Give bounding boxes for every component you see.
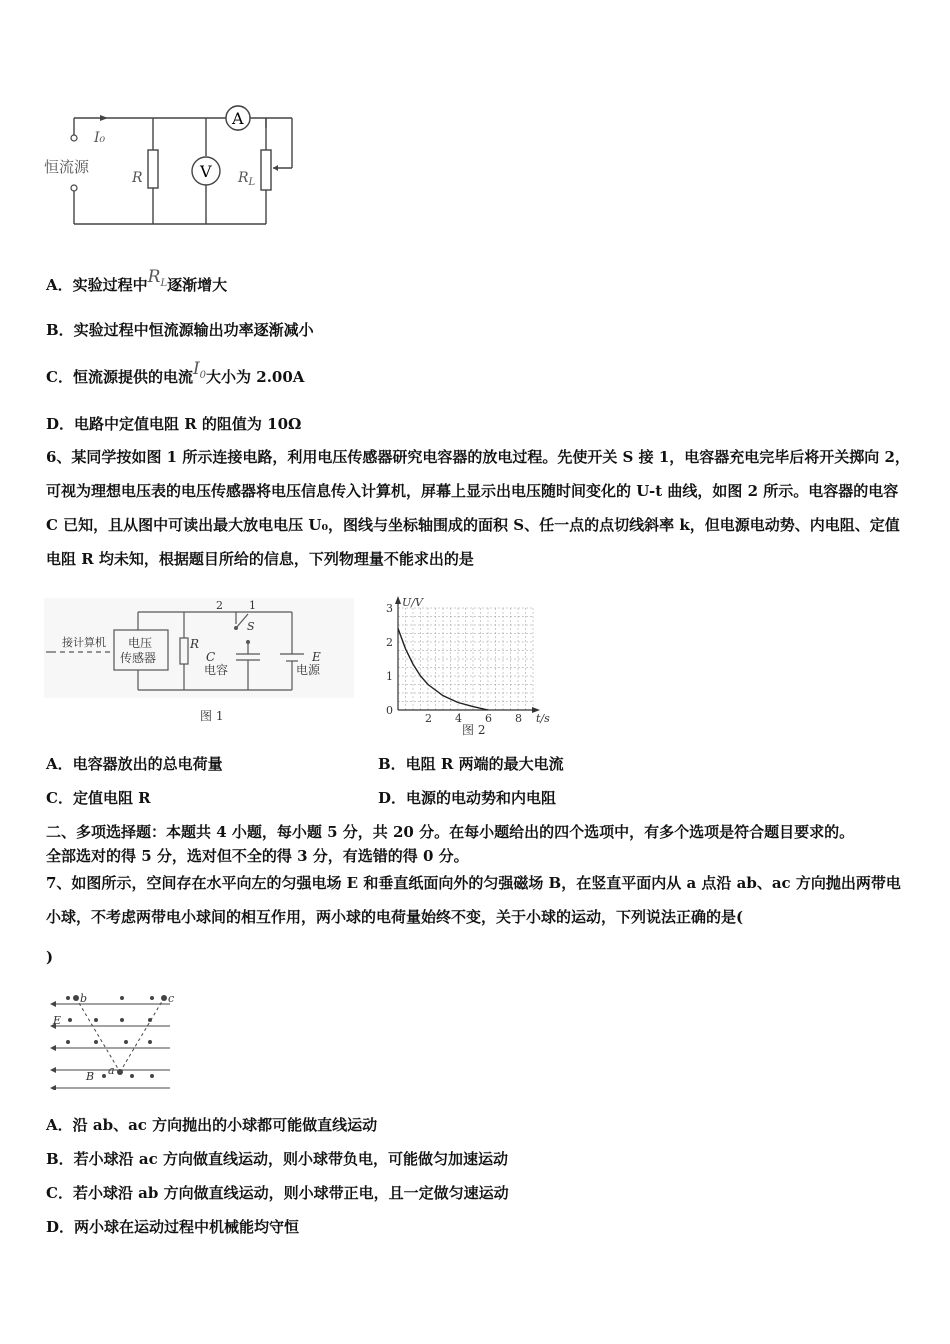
- fig1-r-label: R: [190, 637, 200, 651]
- figure-1-circuit: [44, 598, 354, 728]
- switch-pos-2: 2: [216, 599, 223, 612]
- point-a-label: a: [108, 1064, 115, 1077]
- sensor-label-1: 电压: [128, 636, 153, 650]
- computer-label: 接计算机: [62, 636, 106, 649]
- y-tick-label: 2: [386, 636, 393, 649]
- source-label: 电源: [296, 663, 321, 677]
- q5-option-b: B．实验过程中恒流源输出功率逐渐减小: [46, 321, 314, 339]
- i0-sub: 0: [199, 370, 207, 381]
- circuit-figure-q5: [40, 98, 310, 233]
- current-label: I₀: [94, 130, 106, 146]
- ammeter-label: A: [232, 109, 244, 128]
- i0-symbol: I: [192, 359, 200, 379]
- q5-option-a: A．实验过程中$R^L$逐渐增大: [46, 267, 228, 294]
- q7-stem: 7、如图所示，空间存在水平向左的匀强电场 E 和垂直纸面向外的匀强磁场 B，在竖直平面内从 a 点沿 ab、ac 方向抛出两带电小球，不考虑两带电小球间的相互作用，两小球的电荷量始终不变，关于小球的运动，下列说法正确的是(: [46, 874, 901, 926]
- q7-option-c: C．若小球沿 ab 方向做直线运动，则小球带正电，且一定做匀速运动: [46, 1184, 509, 1202]
- y-tick-label: 3: [386, 602, 393, 615]
- q6-option-d: D．电源的电动势和内电阻: [378, 789, 557, 807]
- capacitor-label: 电容: [204, 663, 229, 677]
- sensor-label-2: 传感器: [120, 651, 157, 665]
- point-c-label: c: [168, 992, 175, 1005]
- field-e-label: E: [53, 1014, 62, 1027]
- x-tick-label: 2: [425, 712, 432, 725]
- y-tick-label: 0: [386, 704, 393, 717]
- q6-stem: 6、某同学按如图 1 所示连接电路，利用电压传感器研究电容器的放电过程。先使开关 S 接 1，电容器充电完毕后将开关掷向 2，可视为理想电压表的电压传感器将电压信息传入计算机，屏幕上显示出电压随时间变化的 U-t 曲线，如图 2 所示。电容器的电容 C 已知，且从图中可读出最大放电电压 U₀，图线与坐标轴围成的面积 S、任一点的点切线斜率 k，但电源电动势、内电阻、定值电阻 R 均未知，根据题目所给的信息，下列物理量不能求出的是: [46, 448, 910, 568]
- figure-2-ut-chart: [376, 594, 556, 740]
- q7-option-d: D．两小球在运动过程中机械能均守恒: [46, 1218, 300, 1236]
- y-axis-label: U/V: [402, 596, 423, 609]
- section-2-line-1: 二、多项选择题：本题共 4 小题，每小题 5 分，共 20 分。在每小题给出的四个选项中，有多个选项是符合题目要求的。: [46, 823, 855, 841]
- switch-pos-1: 1: [249, 599, 256, 612]
- field-figure-q7: [46, 984, 176, 1090]
- capacitor-symbol-label: C: [206, 650, 216, 664]
- resistor-label: R: [132, 170, 143, 186]
- rl-sub: L: [160, 278, 168, 289]
- rheostat-label: R: [238, 170, 249, 186]
- rl-symbol: R: [147, 267, 161, 287]
- voltmeter-label: V: [200, 162, 212, 181]
- emf-symbol-label: E: [312, 650, 321, 664]
- q5-option-c: C．恒流源提供的电流$I^0$大小为 2.00A: [46, 359, 305, 386]
- q6-option-c: C．定值电阻 R: [46, 789, 151, 807]
- y-tick-label: 1: [386, 670, 393, 683]
- point-b-label: b: [80, 992, 88, 1005]
- x-tick-label: 8: [515, 712, 522, 725]
- x-axis-label: t/s: [536, 712, 550, 725]
- figure-2-caption: 图 2: [462, 723, 486, 737]
- section-2-line-2: 全部选对的得 5 分，选对但不全的得 3 分，有选错的得 0 分。: [46, 847, 469, 865]
- q6-option-b: B．电阻 R 两端的最大电流: [378, 755, 564, 773]
- x-tick-label: 4: [455, 712, 462, 725]
- source-label: 恒流源: [44, 158, 90, 176]
- q5-option-d: D．电路中定值电阻 R 的阻值为 10Ω: [46, 415, 302, 433]
- svg-text:RL: [237, 170, 256, 188]
- q6-option-a: A．电容器放出的总电荷量: [46, 755, 223, 773]
- q7-option-a: A．沿 ab、ac 方向抛出的小球都可能做直线运动: [46, 1116, 378, 1134]
- q7-option-b: B．若小球沿 ac 方向做直线运动，则小球带负电，可能做匀加速运动: [46, 1150, 508, 1168]
- q7-stem-close: ): [46, 948, 54, 966]
- rheostat-sub: L: [248, 177, 256, 188]
- x-tick-label: 6: [485, 712, 492, 725]
- figure-1-caption: 图 1: [200, 709, 224, 723]
- field-b-label: B: [86, 1070, 95, 1083]
- switch-label: S: [247, 620, 255, 633]
